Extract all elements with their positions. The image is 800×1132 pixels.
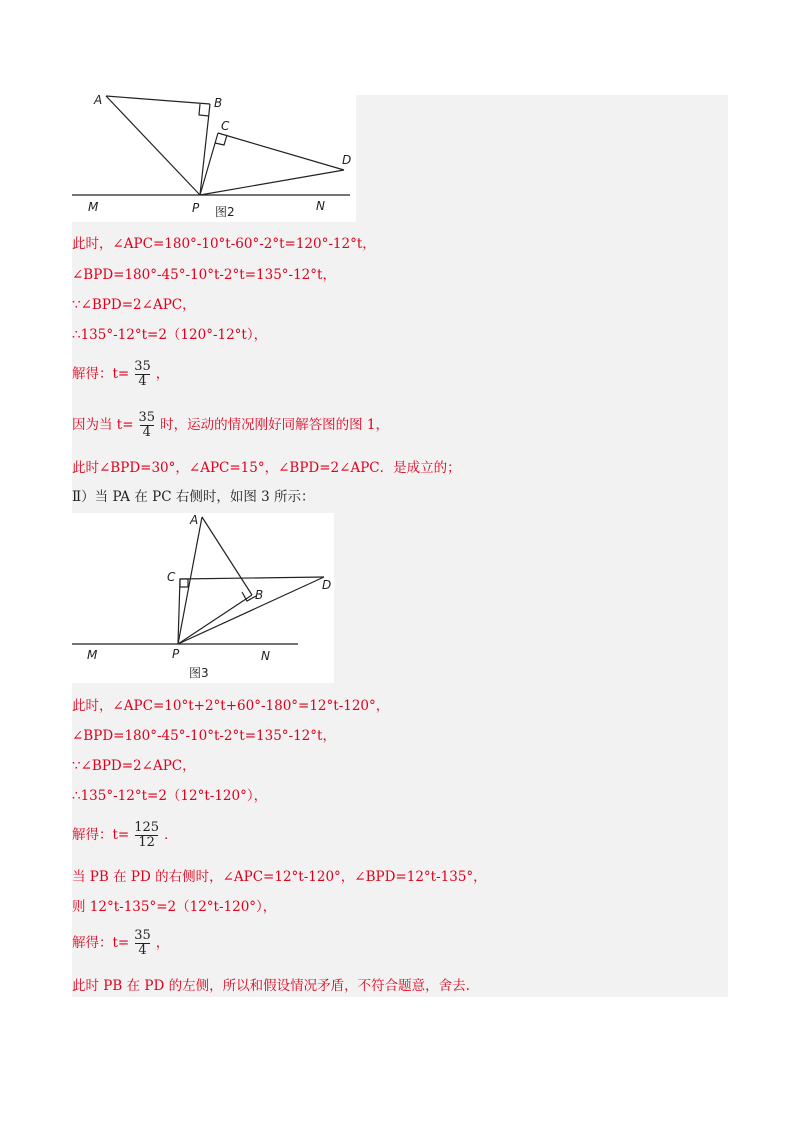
segment-pd — [200, 170, 344, 195]
text-line: 当 PB 在 PD 的右侧时，∠APC=12°t-120°，∠BPD=12°t-135°， — [72, 869, 487, 885]
label-d: D — [322, 578, 332, 592]
segment-cd — [180, 577, 324, 579]
label-n: N — [316, 199, 325, 213]
label-p: P — [192, 201, 200, 215]
label-c: C — [167, 570, 176, 584]
label-a: A — [94, 93, 103, 107]
segment-ab — [202, 517, 252, 595]
result-label: 解得：t= — [72, 366, 130, 382]
right-angle-mark-b — [199, 104, 209, 116]
right-angle-mark-c — [180, 579, 188, 587]
figure-caption: 图3 — [189, 666, 209, 680]
segment-pc — [200, 133, 218, 195]
label-p: P — [172, 647, 180, 661]
text-line: ∠BPD=180°-45°-10°t-2°t=135°-12°t， — [72, 728, 336, 744]
label-d: D — [342, 153, 352, 167]
text-line: ∵∠BPD=2∠APC， — [72, 758, 196, 774]
solution-result: 解得：t= $\frac{35}{4}$ ， — [72, 359, 170, 389]
label-m: M — [88, 200, 99, 214]
segment-pd — [178, 577, 324, 644]
label-c: C — [221, 119, 230, 133]
segment-pa — [106, 96, 200, 195]
label-a: A — [190, 513, 199, 527]
text-line: ∠BPD=180°-45°-10°t-2°t=135°-12°t， — [72, 267, 336, 283]
segment-cd — [218, 133, 344, 170]
label-m: M — [87, 648, 98, 662]
text-line: ∴135°-12°t=2（12°t-120°）， — [72, 788, 268, 804]
solution-result: 解得：t= $\frac{35}{4}$ ， — [72, 928, 170, 958]
figure-2 — [72, 88, 356, 222]
segment-pb — [200, 104, 210, 195]
segment-pb — [178, 595, 252, 644]
figure-3 — [72, 513, 334, 683]
fraction: $\frac{125}{12}$ — [134, 820, 160, 850]
text-line: 此时 PB 在 PD 的左侧，所以和假设情况矛盾，不符合题意，舍去. — [72, 978, 470, 994]
label-b: B — [214, 96, 223, 110]
text-line: 此时，∠APC=180°-10°t-60°-2°t=120°-12°t， — [72, 236, 376, 252]
label-n: N — [261, 649, 270, 663]
text-line: 此时，∠APC=10°t+2°t+60°-180°=12°t-120°， — [72, 698, 390, 714]
text-line: 此时∠BPD=30°，∠APC=15°，∠BPD=2∠APC．是成立的； — [72, 460, 461, 476]
solution-result: 解得：t= $\frac{125}{12}$ ． — [72, 820, 178, 850]
segment-pa — [178, 517, 202, 644]
text-line: ∴135°-12°t=2（120°-12°t）， — [72, 327, 268, 343]
fraction: $\frac{35}{4}$ — [134, 359, 151, 389]
fraction: $\frac{35}{4}$ — [134, 928, 151, 958]
fraction: $\frac{35}{4}$ — [138, 410, 156, 440]
label-b: B — [255, 588, 264, 602]
segment-ab — [106, 96, 210, 104]
figure-caption: 图2 — [215, 205, 235, 219]
text-line: ∵∠BPD=2∠APC， — [72, 297, 196, 313]
text-line: 则 12°t-135°=2（12°t-120°）， — [72, 899, 277, 915]
text-line: Ⅱ）当 PA 在 PC 右侧时，如图 3 所示： — [72, 489, 315, 505]
text-line-with-fraction: 因为当 t= $\frac{35}{4}$ 时，运动的情况刚好同解答图的图 1， — [72, 410, 389, 440]
